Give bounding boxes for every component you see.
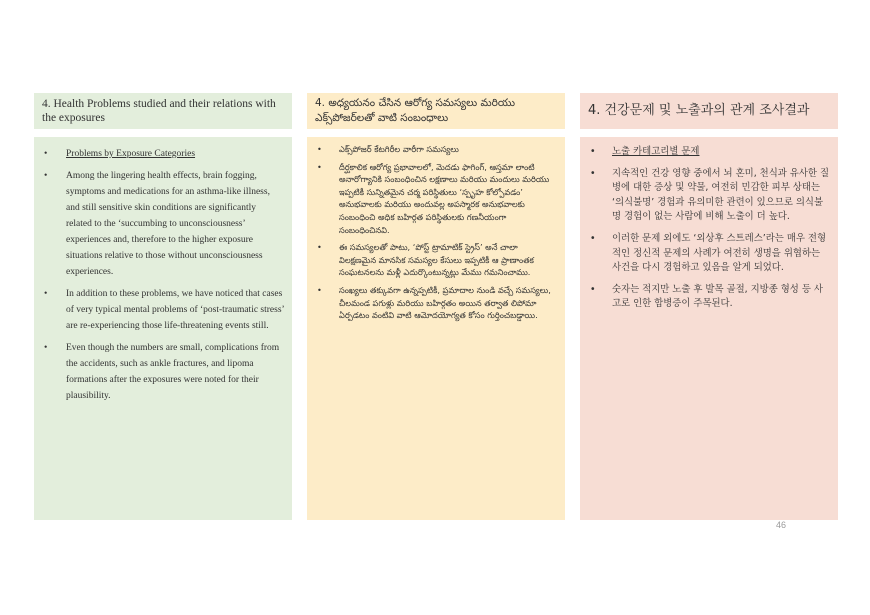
bullet-text: ఈ సమస్యలతో పాటు, ‘పోస్ట్ ట్రామాటిక్ స్ట్రెస్’ అనే చాలా విలక్షణమైన మానసిక సమస్యల కేసులు ఇప్పటికీ ఆ ప్రాణాంతక సంఘటనలను మళ్లీ ఎదుర్కొంటున్నట్లు మేము గమనించాము. xyxy=(339,242,534,278)
page-number: 46 xyxy=(776,520,787,530)
bullet-icon: • xyxy=(317,144,322,154)
telugu-column-header xyxy=(307,93,565,129)
list-item xyxy=(42,286,284,334)
list-item xyxy=(315,143,557,156)
bullet-icon: • xyxy=(44,343,48,353)
bullet-text: 이러한 문제 외에도 ‘외상후 스트레스’라는 매우 전형적인 정신적 문제의 사례가 여전히 생명을 위협하는 사건을 다시 경험하고 있음을 알게 되었다. xyxy=(612,232,827,274)
bullet-text: 숫자는 적지만 노출 후 발목 골절, 지방종 형성 등 사고로 인한 합병증이 주목된다. xyxy=(612,283,823,310)
korean-header-text: 4. 건강문제 및 노출과의 관계 조사결과 xyxy=(588,103,810,118)
bullet-icon: • xyxy=(590,167,596,179)
list-item xyxy=(315,161,557,237)
bullet-icon: • xyxy=(44,289,48,299)
korean-bullet-list xyxy=(588,145,830,312)
bullet-icon: • xyxy=(590,146,596,157)
bullet-text: In addition to these problems, we have noticed that cases of very typical mental problems of ‘post-traumatic stress’ are re-experiencing those life-threatening events still. xyxy=(66,289,284,331)
bullet-text: సంఖ్యలు తక్కువగా ఉన్నప్పటికీ, ప్రమాదాల నుండి వచ్చే సమస్యలు, చీలమండ పగుళ్లు మరియు బహిర్గతం అయిన తర్వాత లిపోమా ఏర్పడటం వంటివి వాటి ఆమోదయోగ్యత కోసం గుర్తించబడ్డాయి. xyxy=(339,284,551,321)
korean-column-header xyxy=(580,93,838,129)
list-item xyxy=(588,145,830,160)
list-item xyxy=(588,283,830,312)
bullet-icon: • xyxy=(590,232,596,244)
bullet-text: Problems by Exposure Categories xyxy=(66,149,196,159)
list-item xyxy=(588,232,830,276)
english-header-text: 4. Health Problems studied and their relations with the exposures xyxy=(42,98,276,124)
list-item xyxy=(42,168,284,280)
bullet-icon: • xyxy=(317,284,322,295)
bullet-icon: • xyxy=(590,283,596,295)
english-bullet-list xyxy=(42,146,284,404)
list-item xyxy=(588,167,830,225)
list-item xyxy=(315,284,557,322)
telugu-header-text: 4. అధ్యయనం చేసిన ఆరోగ్య సమస్యలు మరియు ఎక్స్‌పోజర్‌లతో వాటి సంబంధాలు xyxy=(315,97,515,124)
bullet-text: Even though the numbers are small, complications from the accidents, such as ankle fractures, and lipoma formations after the exposures were noted for their plausibility. xyxy=(66,343,280,401)
list-item xyxy=(42,146,284,162)
bullet-text: దీర్ఘకాలిక ఆరోగ్య ప్రభావాలలో, మెదడు ఫాగింగ్, ఆస్తమా లాంటి అనారోగ్యానికి సంబంధించిన లక్షణాలు మరియు మందులు మరియు ఇప్పటికీ సున్నితమైన చర్మ పరిస్థితులు ‘స్పృహ కోల్పోవడం’ అనుభవాలకు మరియు అందువల్ల అపస్మారక అనుభవాలకు సంబంధించి అధిక బహిర్గత పరిస్థితులకు గణనీయంగా సంబంధించినవి. xyxy=(339,161,550,235)
korean-column-body xyxy=(580,137,838,520)
english-column-header xyxy=(34,93,292,129)
bullet-text: ఎక్స్‌పోజర్ కేటగిరీల వారీగా సమస్యలు xyxy=(339,144,459,154)
list-item xyxy=(315,241,557,279)
bullet-text: Among the lingering health effects, brain fogging, symptoms and medications for an asthma-like illness, and still sensitive skin conditions are significantly related to the ‘succumbing to unconsciousness’ experiences and, therefore to the higher exposure situations relative to those without unconsciousness experiences. xyxy=(66,171,270,277)
bullet-icon: • xyxy=(44,171,48,181)
bullet-icon: • xyxy=(317,161,322,172)
telugu-bullet-list xyxy=(315,143,557,322)
english-column-body xyxy=(34,137,292,520)
list-item xyxy=(42,340,284,404)
bullet-text: 지속적인 건강 영향 중에서 뇌 혼미, 천식과 유사한 질병에 대한 증상 및 약물, 여전히 민감한 피부 상태는 ‘의식불명’ 경험과 유의미한 관련이 있으므로 의식불명 경험이 없는 사람에 비해 노출이 더 높다. xyxy=(612,167,830,223)
bullet-icon: • xyxy=(317,242,322,253)
telugu-column-body xyxy=(307,137,565,520)
bullet-text: 노출 카테고리별 문제 xyxy=(612,146,700,157)
bullet-icon: • xyxy=(44,149,48,159)
